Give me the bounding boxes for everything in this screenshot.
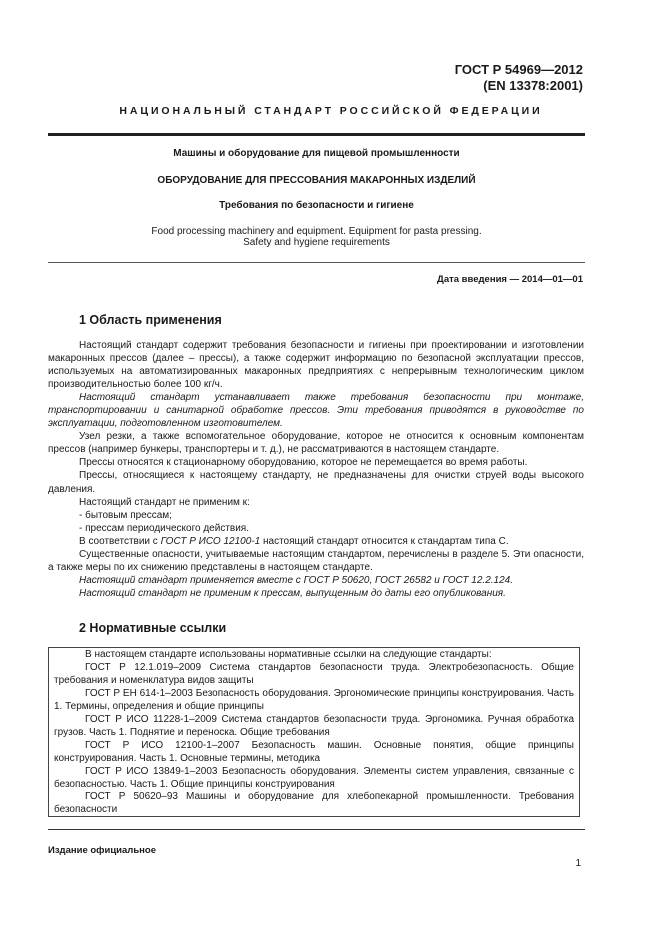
paragraph: В соответствии с ГОСТ Р ИСО 12100-1 настоящий стандарт относится к стандартам типа С. <box>79 535 509 547</box>
reference-item: ГОСТ Р ИСО 12100-1–2007 Безопасность машин. Основные понятия, общие принципы конструирования. Часть 1. Основные термины, методика <box>54 739 574 764</box>
english-title-line-2: Safety and hygiene requirements <box>243 237 390 248</box>
reference-item: ГОСТ Р ИСО 13849-1–2003 Безопасность оборудования. Элементы систем управления, связанные с безопасностью. Часть 1. Общие принципы конструирования <box>54 765 574 790</box>
reference-item: ГОСТ Р 12.1.019–2009 Система стандартов безопасности труда. Электробезопасность. Общие требования и номенклатура видов защиты <box>54 661 574 686</box>
sub-title: Требования по безопасности и гигиене <box>219 200 414 211</box>
section-2-title: 2 Нормативные ссылки <box>79 621 227 635</box>
normative-references-box <box>48 647 580 817</box>
list-item: - бытовым прессам; <box>79 509 172 521</box>
standard-designation <box>455 62 583 94</box>
official-edition-label: Издание официальное <box>48 845 156 856</box>
page-number: 1 <box>575 858 581 869</box>
paragraph: В настоящем стандарте использованы нормативные ссылки на следующие стандарты: <box>85 649 492 660</box>
section-1-title: 1 Область применения <box>79 313 222 327</box>
gost-number: ГОСТ Р 54969—2012 <box>454 62 583 77</box>
header-rule <box>48 133 585 136</box>
footer-rule <box>48 829 585 830</box>
paragraph: Настоящий стандарт содержит требования безопасности и гигиены при проектировании и изготовлении макаронных прессов (далее – прессы), а также содержит информацию по безопасной эксплуатации прессов, используемых на автоматизированных макаронных предприятиях с непрерывным технологическим циклом производительностью более 100 кг/ч. <box>48 340 584 391</box>
group-title: Машины и оборудование для пищевой промышленности <box>173 148 460 159</box>
standard-reference: ГОСТ Р ИСО 12100-1 <box>160 535 261 547</box>
paragraph: Узел резки, а также вспомогательное оборудование, которое не относится к основным компонентам прессов (например бункеры, транспортеры и т. д.), не рассматриваются в настоящем стандарте. <box>48 431 584 456</box>
paragraph: Существенные опасности, учитываемые настоящим стандартом, перечислены в разделе 5. Эти опасности, а также меры по их снижению представлены в настоящем стандарте. <box>48 548 584 573</box>
paragraph: Прессы относятся к стационарному оборудованию, которое не перемещается во время работы. <box>79 457 528 469</box>
main-title: ОБОРУДОВАНИЕ ДЛЯ ПРЕССОВАНИЯ МАКАРОННЫХ ИЗДЕЛИЙ <box>157 175 476 186</box>
paragraph: Настоящий стандарт не применим к: <box>79 496 250 508</box>
reference-item: ГОСТ Р 50620–93 Машины и оборудование для хлебопекарной промышленности. Требования безопасности <box>54 791 574 816</box>
section-1-body <box>48 339 584 600</box>
english-title-line-1: Food processing machinery and equipment. Equipment for pasta pressing. <box>151 226 482 237</box>
paragraph: Настоящий стандарт устанавливает также требования безопасности при монтаже, транспортировании и санитарной обработке прессов. Эти требования приводятся в руководстве по эксплуатации, подготовленном изготовителем. <box>48 392 584 430</box>
paragraph: Настоящий стандарт не применим к прессам, выпущенным до даты его опубликования. <box>79 587 506 599</box>
paragraph: Настоящий стандарт применяется вместе с ГОСТ Р 50620, ГОСТ 26582 и ГОСТ 12.2.124. <box>79 574 513 586</box>
list-item: - прессам периодического действия. <box>79 522 249 534</box>
paragraph: Прессы, относящиеся к настоящему стандарту, не предназначены для очистки струей воды высокого давления. <box>48 470 584 495</box>
reference-item: ГОСТ Р ИСО 11228-1–2009 Система стандартов безопасности труда. Эргономика. Ручная обработка грузов. Часть 1. Поднятие и переноска. Общие требования <box>54 713 574 738</box>
introduction-date: Дата введения — 2014—01—01 <box>437 274 583 285</box>
reference-item: ГОСТ Р ЕН 614-1–2003 Безопасность оборудования. Эргономические принципы конструирования. Часть 1. Термины, определения и общие принципы <box>54 687 574 712</box>
en-number: (EN 13378:2001) <box>483 78 583 93</box>
title-rule <box>48 262 585 263</box>
national-standard-heading: НАЦИОНАЛЬНЫЙ СТАНДАРТ РОССИЙСКОЙ ФЕДЕРАЦИИ <box>119 105 543 117</box>
